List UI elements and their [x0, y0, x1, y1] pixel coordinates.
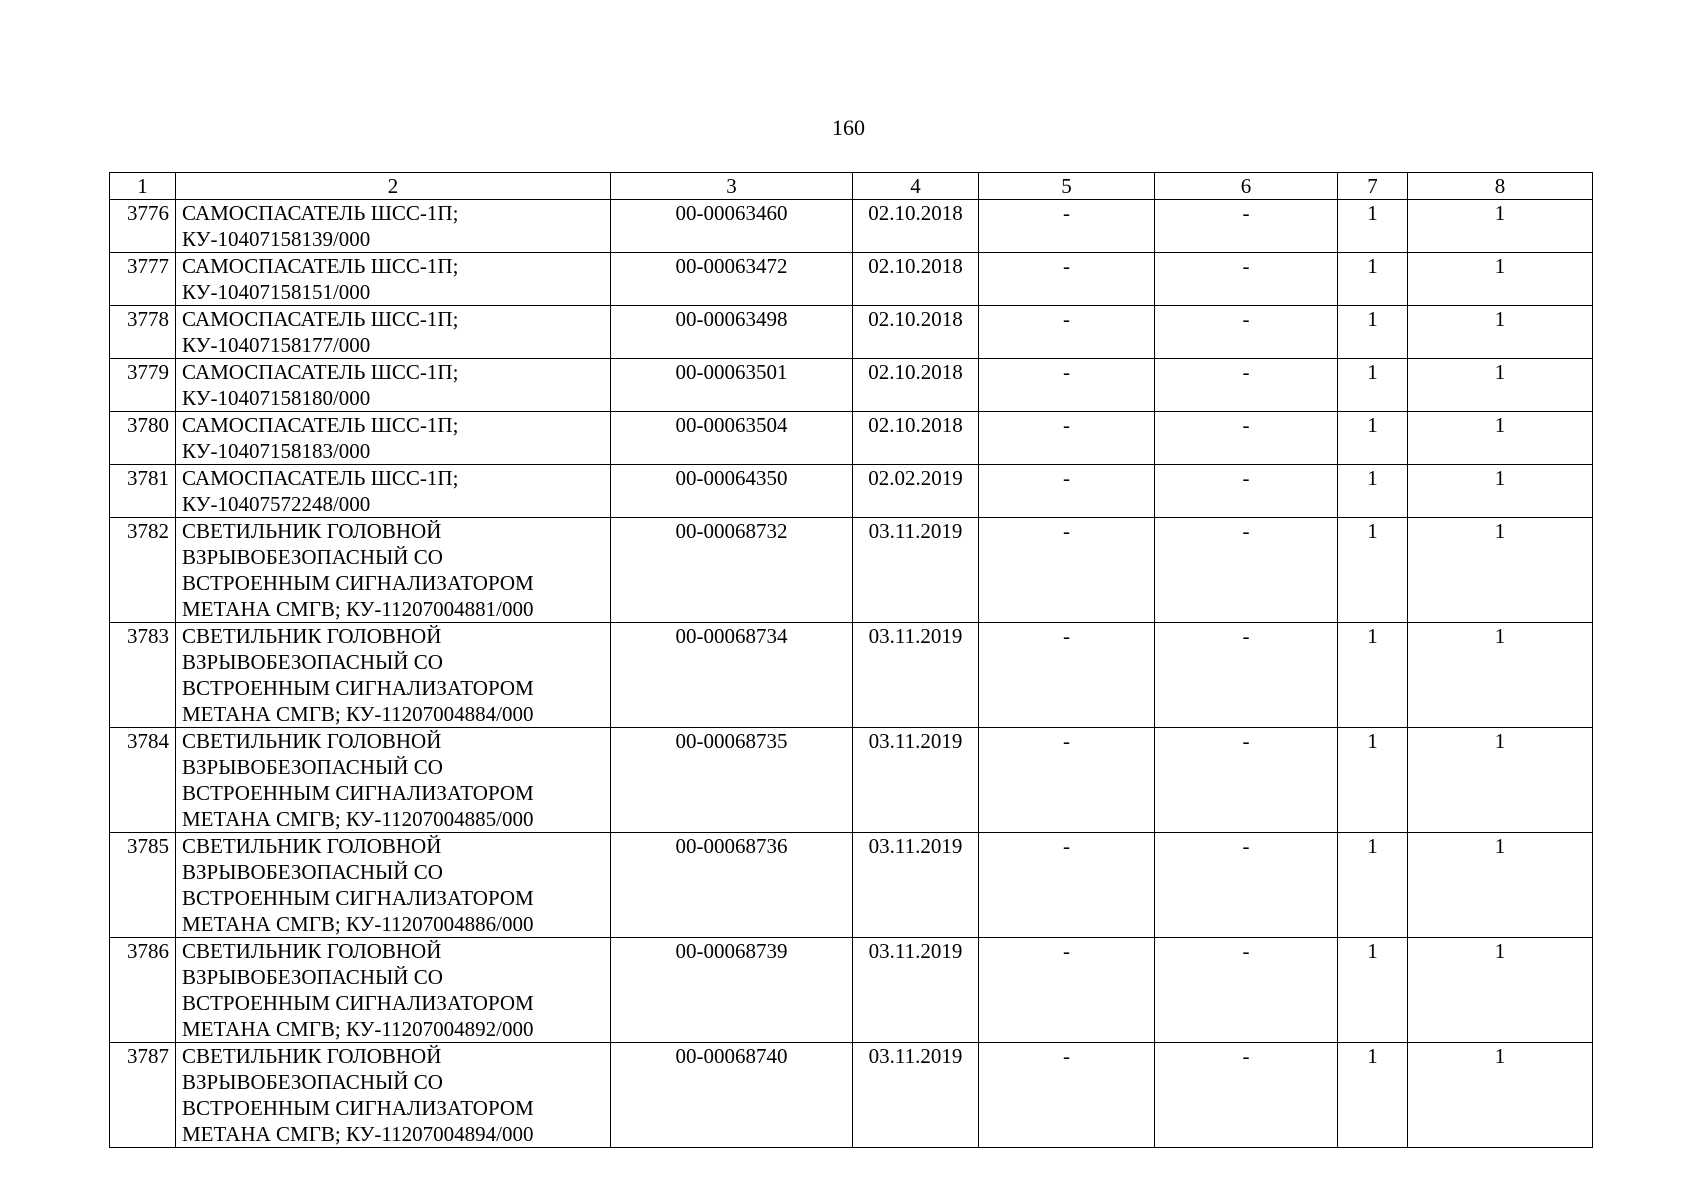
column-7-cell: 1	[1338, 412, 1408, 465]
page-number: 160	[832, 115, 865, 140]
date-cell: 02.10.2018	[853, 200, 979, 253]
item-name-cell: САМОСПАСАТЕЛЬ ШСС-1П; КУ-10407158180/000	[176, 359, 611, 412]
column-5-cell: -	[979, 623, 1155, 728]
column-7-cell: 1	[1338, 938, 1408, 1043]
table-row	[110, 359, 1593, 412]
column-5-cell: -	[979, 833, 1155, 938]
column-7-cell: 1	[1338, 833, 1408, 938]
table-row	[110, 306, 1593, 359]
column-7-cell: 1	[1338, 1043, 1408, 1148]
column-6-cell: -	[1155, 412, 1338, 465]
item-name-cell: СВЕТИЛЬНИК ГОЛОВНОЙ ВЗРЫВОБЕЗОПАСНЫЙ СО ВСТРОЕННЫМ СИГНАЛИЗАТОРОМ МЕТАНА СМГВ; КУ-11207004885/000	[176, 728, 611, 833]
column-8-cell: 1	[1408, 518, 1593, 623]
table-row	[110, 623, 1593, 728]
column-6-cell: -	[1155, 253, 1338, 306]
column-6-cell: -	[1155, 833, 1338, 938]
column-6-cell: -	[1155, 465, 1338, 518]
item-name-cell: САМОСПАСАТЕЛЬ ШСС-1П; КУ-10407158183/000	[176, 412, 611, 465]
date-cell: 03.11.2019	[853, 938, 979, 1043]
row-number-cell: 3786	[110, 938, 176, 1043]
column-5-cell: -	[979, 728, 1155, 833]
date-cell: 02.10.2018	[853, 253, 979, 306]
column-5-cell: -	[979, 938, 1155, 1043]
column-7-cell: 1	[1338, 253, 1408, 306]
column-5-cell: -	[979, 253, 1155, 306]
inventory-code-cell: 00-00063472	[611, 253, 853, 306]
date-cell: 03.11.2019	[853, 728, 979, 833]
date-cell: 02.02.2019	[853, 465, 979, 518]
date-cell: 03.11.2019	[853, 518, 979, 623]
column-7-cell: 1	[1338, 200, 1408, 253]
table-row	[110, 728, 1593, 833]
inventory-code-cell: 00-00063498	[611, 306, 853, 359]
table-row	[110, 412, 1593, 465]
column-8-cell: 1	[1408, 938, 1593, 1043]
column-6-cell: -	[1155, 359, 1338, 412]
row-number-cell: 3780	[110, 412, 176, 465]
column-7-cell: 1	[1338, 465, 1408, 518]
column-8-cell: 1	[1408, 728, 1593, 833]
column-header: 6	[1155, 173, 1338, 200]
item-name-cell: СВЕТИЛЬНИК ГОЛОВНОЙ ВЗРЫВОБЕЗОПАСНЫЙ СО ВСТРОЕННЫМ СИГНАЛИЗАТОРОМ МЕТАНА СМГВ; КУ-11207004881/000	[176, 518, 611, 623]
table-body	[110, 200, 1593, 1148]
inventory-code-cell: 00-00068739	[611, 938, 853, 1043]
date-cell: 02.10.2018	[853, 359, 979, 412]
column-5-cell: -	[979, 200, 1155, 253]
column-8-cell: 1	[1408, 253, 1593, 306]
column-5-cell: -	[979, 412, 1155, 465]
inventory-code-cell: 00-00063460	[611, 200, 853, 253]
row-number-cell: 3782	[110, 518, 176, 623]
row-number-cell: 3777	[110, 253, 176, 306]
row-number-cell: 3785	[110, 833, 176, 938]
date-cell: 02.10.2018	[853, 412, 979, 465]
column-6-cell: -	[1155, 1043, 1338, 1148]
column-8-cell: 1	[1408, 833, 1593, 938]
column-8-cell: 1	[1408, 465, 1593, 518]
table-row	[110, 200, 1593, 253]
column-8-cell: 1	[1408, 359, 1593, 412]
column-number-row	[110, 173, 1593, 200]
inventory-code-cell: 00-00063504	[611, 412, 853, 465]
column-header: 3	[611, 173, 853, 200]
column-6-cell: -	[1155, 518, 1338, 623]
row-number-cell: 3783	[110, 623, 176, 728]
column-8-cell: 1	[1408, 306, 1593, 359]
inventory-table	[109, 172, 1593, 1148]
table-row	[110, 833, 1593, 938]
column-5-cell: -	[979, 518, 1155, 623]
inventory-code-cell: 00-00064350	[611, 465, 853, 518]
inventory-code-cell: 00-00068736	[611, 833, 853, 938]
column-header: 7	[1338, 173, 1408, 200]
column-8-cell: 1	[1408, 200, 1593, 253]
date-cell: 03.11.2019	[853, 833, 979, 938]
column-5-cell: -	[979, 359, 1155, 412]
row-number-cell: 3787	[110, 1043, 176, 1148]
column-7-cell: 1	[1338, 623, 1408, 728]
column-7-cell: 1	[1338, 728, 1408, 833]
column-6-cell: -	[1155, 306, 1338, 359]
row-number-cell: 3781	[110, 465, 176, 518]
column-5-cell: -	[979, 306, 1155, 359]
table-row	[110, 465, 1593, 518]
column-6-cell: -	[1155, 938, 1338, 1043]
column-5-cell: -	[979, 1043, 1155, 1148]
item-name-cell: САМОСПАСАТЕЛЬ ШСС-1П; КУ-10407158177/000	[176, 306, 611, 359]
item-name-cell: САМОСПАСАТЕЛЬ ШСС-1П; КУ-10407158139/000	[176, 200, 611, 253]
column-7-cell: 1	[1338, 518, 1408, 623]
table-row	[110, 1043, 1593, 1148]
date-cell: 02.10.2018	[853, 306, 979, 359]
column-header: 4	[853, 173, 979, 200]
column-header: 8	[1408, 173, 1593, 200]
column-7-cell: 1	[1338, 306, 1408, 359]
column-8-cell: 1	[1408, 1043, 1593, 1148]
row-number-cell: 3776	[110, 200, 176, 253]
inventory-code-cell: 00-00068732	[611, 518, 853, 623]
column-header: 2	[176, 173, 611, 200]
row-number-cell: 3779	[110, 359, 176, 412]
column-5-cell: -	[979, 465, 1155, 518]
item-name-cell: СВЕТИЛЬНИК ГОЛОВНОЙ ВЗРЫВОБЕЗОПАСНЫЙ СО ВСТРОЕННЫМ СИГНАЛИЗАТОРОМ МЕТАНА СМГВ; КУ-11207004894/000	[176, 1043, 611, 1148]
row-number-cell: 3778	[110, 306, 176, 359]
table-row	[110, 253, 1593, 306]
column-header: 5	[979, 173, 1155, 200]
item-name-cell: СВЕТИЛЬНИК ГОЛОВНОЙ ВЗРЫВОБЕЗОПАСНЫЙ СО ВСТРОЕННЫМ СИГНАЛИЗАТОРОМ МЕТАНА СМГВ; КУ-11207004884/000	[176, 623, 611, 728]
item-name-cell: САМОСПАСАТЕЛЬ ШСС-1П; КУ-10407572248/000	[176, 465, 611, 518]
column-6-cell: -	[1155, 728, 1338, 833]
column-header: 1	[110, 173, 176, 200]
table-row	[110, 938, 1593, 1043]
row-number-cell: 3784	[110, 728, 176, 833]
date-cell: 03.11.2019	[853, 1043, 979, 1148]
item-name-cell: САМОСПАСАТЕЛЬ ШСС-1П; КУ-10407158151/000	[176, 253, 611, 306]
inventory-code-cell: 00-00063501	[611, 359, 853, 412]
column-7-cell: 1	[1338, 359, 1408, 412]
inventory-code-cell: 00-00068735	[611, 728, 853, 833]
date-cell: 03.11.2019	[853, 623, 979, 728]
inventory-code-cell: 00-00068734	[611, 623, 853, 728]
column-8-cell: 1	[1408, 623, 1593, 728]
inventory-code-cell: 00-00068740	[611, 1043, 853, 1148]
column-8-cell: 1	[1408, 412, 1593, 465]
item-name-cell: СВЕТИЛЬНИК ГОЛОВНОЙ ВЗРЫВОБЕЗОПАСНЫЙ СО ВСТРОЕННЫМ СИГНАЛИЗАТОРОМ МЕТАНА СМГВ; КУ-11207004892/000	[176, 938, 611, 1043]
table-row	[110, 518, 1593, 623]
column-6-cell: -	[1155, 623, 1338, 728]
item-name-cell: СВЕТИЛЬНИК ГОЛОВНОЙ ВЗРЫВОБЕЗОПАСНЫЙ СО ВСТРОЕННЫМ СИГНАЛИЗАТОРОМ МЕТАНА СМГВ; КУ-11207004886/000	[176, 833, 611, 938]
column-6-cell: -	[1155, 200, 1338, 253]
